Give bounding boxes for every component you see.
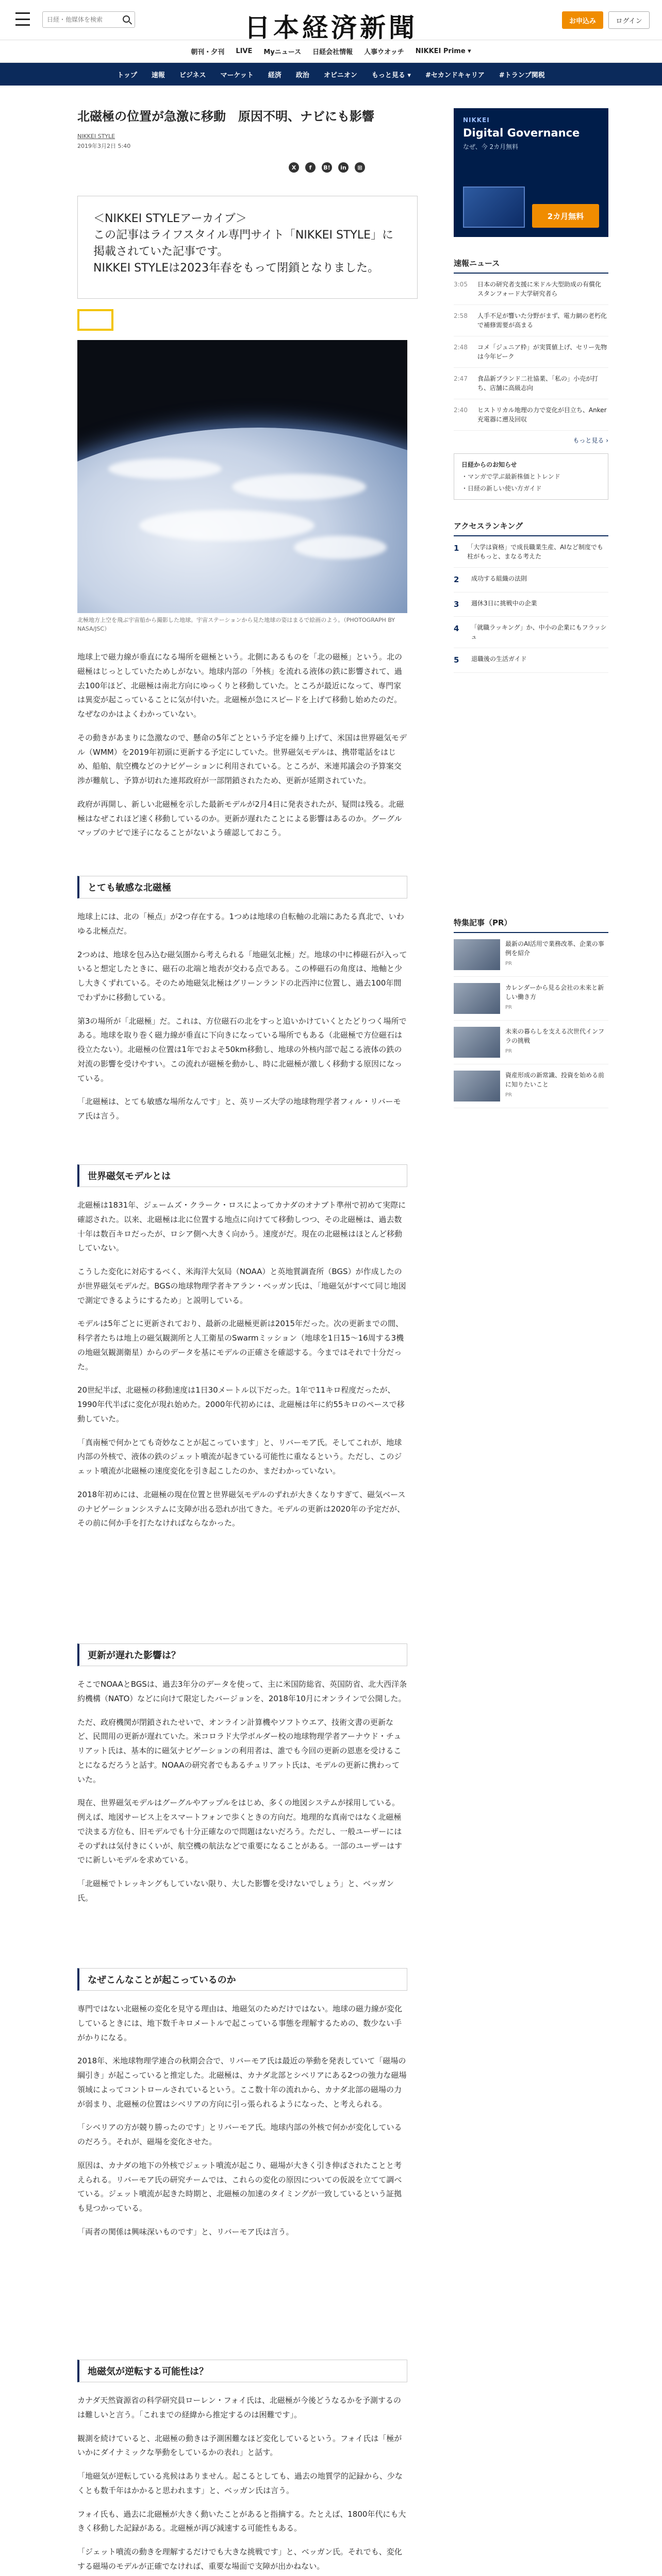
login-button[interactable]: ログイン <box>608 11 650 29</box>
sponsored-panel <box>454 917 608 1108</box>
pr-label: PR <box>505 1005 512 1010</box>
breaking-news-panel <box>454 258 608 445</box>
paragraph: モデルは5年ごとに更新されており、最新の北磁極更新は2015年だった。次の更新までの間、科学者たちは地上の磁気観測所と人工衛星のSwarmミッション（地球を1日15〜16周する3機の地磁気観測衛星）からのデータを基にモデルの正確さを確認する。今まではそれで十分だった。 <box>77 1319 404 1371</box>
cloud-shape <box>232 474 366 500</box>
linkedin-share-icon[interactable]: in <box>338 162 349 173</box>
news-time: 2:48 <box>454 344 468 351</box>
article-body-section <box>77 2002 407 2249</box>
article-photo-earth <box>77 340 407 613</box>
article-body-section <box>77 910 407 1133</box>
rank-number: 5 <box>454 655 459 665</box>
news-time: 2:40 <box>454 406 468 414</box>
mainnav-item[interactable]: マーケット <box>220 71 254 79</box>
paragraph: こうした変化に対応するべく、米海洋大気局（NOAA）と英地質調査所（BGS）が作成したのが世界磁気モデルだ。BGSの地球物理学者キアラン・ベッガン氏は、「地磁気がすべて同じ地図で測定できるようにするため」と説明している。 <box>77 1267 406 1305</box>
news-time: 2:47 <box>454 375 468 382</box>
subscribe-button[interactable]: お申込み <box>562 11 603 29</box>
article-source-link[interactable]: NIKKEI STYLE <box>77 132 115 140</box>
sponsored-thumbnail <box>454 983 500 1014</box>
paragraph: 「地磁気が逆転している兆候はありません。起こるとしても、過去の地質学的記録から、少なくとも数千年はかかると思われます」と、ベッガン氏は言う。 <box>77 2471 403 2495</box>
cloud-shape <box>294 536 387 559</box>
news-time: 2:58 <box>454 312 468 319</box>
ad-subtitle: なぜ、今 2カ月無料 <box>463 143 519 150</box>
paragraph: 専門ではない北磁極の変化を見守る理由は、地磁気のためだけではない。地球の磁力線が変化しているときには、地下数千キロメートルで起こっている事態を理解するための、数少ない手がかりになる。 <box>77 2004 403 2042</box>
archive-notice: ＜NIKKEI STYLEアーカイブ＞ この記事はライフスタイル専門サイト「NIKKEI STYLE」に掲載されていた記事です。 NIKKEI STYLEは2023年春をもって閉鎖となりました。 <box>77 196 418 299</box>
notice-link[interactable]: ・マンガで学ぶ最新株価とトレンド <box>461 472 560 480</box>
subnav-item[interactable]: 朝刊・夕刊 <box>191 48 225 56</box>
article-body-section <box>77 1677 407 1915</box>
sponsored-item[interactable] <box>454 1021 608 1064</box>
paragraph: 「真南極で何かとても奇妙なことが起こっています」と、リバーモア氏。そしてこれが、地球内部の外核で、液体の鉄のジェット噴流が起きている可能性に重なるという。ただし、このジェット噴流が北磁極の速度変化を引き起こしたのか、まだわかっていない。 <box>77 1437 402 1476</box>
article-header <box>77 108 407 150</box>
notice-box <box>454 453 608 500</box>
section-heading: 世界磁気モデルとは <box>77 1164 407 1187</box>
bookmark-icon[interactable]: ⊞ <box>355 162 365 173</box>
mainnav-item[interactable]: #セカンドキャリア <box>425 71 485 79</box>
news-more-link[interactable]: もっと見る › <box>573 437 608 444</box>
ranking-title: アクセスランキング <box>454 520 608 536</box>
paragraph: 観測を続けていると、北磁極の動きは予測困難なほど変化しているという。フォイ氏は「極がいかにダイナミックな挙動をしているかの表れ」と話す。 <box>77 2433 402 2458</box>
ad-title: Digital Governance <box>463 127 580 139</box>
breaking-news-title: 速報ニュース <box>454 258 608 274</box>
paragraph: ただ、政府機関が閉鎖されたせいで、オンライン計算機やソフトウエア、技術文書の更新など、民間用の更新が遅れていた。米コロラド大学ボルダー校の地球物理学者アーナウド・チュリアット氏は、基本的に磁気ナビゲーションの利用者は、誰でも今回の更新の恩恵を受けることになるだろうと話す。NOAAの研究者でもあるチュリアット氏は、モデルの更新に携わっていた。 <box>77 1717 402 1784</box>
rank-number: 4 <box>454 624 459 633</box>
subnav-item[interactable]: LIVE <box>236 47 253 55</box>
ranking-item[interactable] <box>454 568 608 592</box>
subnav-item[interactable]: Myニュース <box>263 48 302 56</box>
section-heading: 地磁気が逆転する可能性は？ <box>77 2360 407 2382</box>
ranking-item[interactable] <box>454 617 608 648</box>
paragraph: 第3の場所が「北磁極」だ。これは、方位磁石の北をすっと追いかけていくとたどりつく場所である。地球を取り巻く磁力線が垂直に下向きになっている場所でもある（北磁極で方位磁石は役立たない）。北磁極の位置は1年でおよそ50km移動し、地球の外核内部で起こる液体の鉄の対流の影響を受けやすい。この流れが磁極を動かし、時に北磁極が激しく移動する原因になっている。 <box>77 1016 407 1083</box>
sponsored-thumbnail <box>454 1027 500 1058</box>
ranking-panel <box>454 520 608 673</box>
main-nav <box>0 63 662 86</box>
paragraph: 2018年初めには、北磁極の現在位置と世界磁気モデルのずれが大きくなりすぎて、磁気ベースのナビゲーションシステムに支障が出る恐れが出てきた。モデルの更新は2020年の予定だが、その前に何か手を打たなければならなかった。 <box>77 1489 406 1528</box>
sponsored-headline: 資産形成の新常識、投資を始める前に知りたいこと <box>505 1072 605 1088</box>
paragraph: カナダ天然資源省の科学研究員ローレン・フォイ氏は、北磁極が今後どうなるかを予測するのは難しいと言う。「これまでの経緯から推定するのは困難です」。 <box>77 2396 401 2419</box>
rank-headline: 週休3日に挑戦中の企業 <box>471 599 537 607</box>
paragraph: 「ジェット噴流の動きを理解するだけでも大きな挑戦です」と、ベッガン氏。それでも、変化する磁場のモデルが正確でなければ、重要な場面で支障が出かねない。 <box>77 2547 402 2571</box>
site-header <box>0 0 662 86</box>
ad-brand: NIKKEI <box>463 116 490 124</box>
rank-number: 3 <box>454 599 459 609</box>
news-item[interactable] <box>454 274 608 305</box>
sponsored-title: 特集記事（PR） <box>454 917 608 933</box>
paragraph: その動きがあまりに急激なので、懸命の5年ごとという予定を繰り上げて、米国は世界磁気モデル（WMM）を2019年初頭に更新する予定にしていた。世界磁気モデルは、携帯電話をはじめ、船舶、航空機などのナビゲーションに利用されている。ところが、米連邦議会の予算案交渉が難航し、予算が切れた連邦政府が一部閉鎖されたため、更新が延期されていた。 <box>77 733 407 785</box>
paragraph: そこでNOAAとBGSは、過去3年分のデータを使って、主に米国防総省、英国防省、北大西洋条約機構（NATO）などに向けて限定したバージョンを、2018年10月にオンラインで公開した。 <box>77 1680 407 1703</box>
news-item[interactable] <box>454 399 608 431</box>
top-bar <box>0 0 662 43</box>
article-body-section <box>77 650 407 850</box>
article-body-section <box>77 1198 407 1540</box>
sponsored-item[interactable] <box>454 977 608 1021</box>
sponsored-headline: 未来の暮らしを支える次世代インフラの挑戦 <box>505 1028 605 1044</box>
news-item[interactable] <box>454 368 608 399</box>
site-logo[interactable]: 日本経済新聞 <box>244 12 418 43</box>
rank-headline: 「就職ラッキング」か、中小の企業にもフラッシュ <box>471 624 607 640</box>
paragraph: フォイ氏も、過去に北磁極が大きく動いたことがあると指摘する。たとえば、1800年代にも大きく移動した記録がある。北磁極が再び減速する可能性もある。 <box>77 2509 406 2533</box>
paragraph: 「北磁極は、とても敏感な場所なんです」と、英リーズ大学の地球物理学者フィル・リバーモア氏は言う。 <box>77 1097 401 1121</box>
hatena-share-icon[interactable]: B! <box>322 162 332 173</box>
paragraph: 「両者の関係は興味深いものです」と、リバーモア氏は言う。 <box>77 2227 294 2236</box>
news-headline: コメ「ジュニア枠」が実質値上げ、セリー先物は今年ピーク <box>477 344 607 360</box>
mainnav-item[interactable]: もっと見る ▾ <box>371 71 411 79</box>
news-item[interactable] <box>454 305 608 336</box>
cloud-shape <box>139 510 315 541</box>
mainnav-item[interactable]: 政治 <box>295 71 309 79</box>
paragraph: 原因は、カナダの地下の外核でジェット噴流が起こり、磁場が大きく引き伸ばされたことと考えられる。リバーモア氏の研究チームでは、これらの変化の原因についての仮説を立てて調べている。ジェット噴流が起きた時期と、北磁極の加速のタイミングが一致しているという証拠も見つかっている。 <box>77 2160 402 2213</box>
subnav-item[interactable]: 日経会社情報 <box>312 48 353 56</box>
rank-headline: 退職後の生活ガイド <box>471 655 527 663</box>
sponsored-headline: カレンダーから見る会社の未来と新しい働き方 <box>505 984 604 1001</box>
ad-device-image <box>463 187 525 228</box>
sidebar-ad[interactable] <box>454 108 608 237</box>
news-item[interactable] <box>454 336 608 368</box>
national-geographic-logo <box>77 309 113 331</box>
facebook-share-icon[interactable]: f <box>305 162 316 173</box>
pr-label: PR <box>505 1092 512 1098</box>
paragraph: 現在、世界磁気モデルはグーグルやアップルをはじめ、多くの地図システムが採用している。例えば、地図サービス上をスマートフォンで歩くときの方向だ。地理的な真南ではなく北磁極で決まる方位も、旧モデルでも十分正確なので問題はないだろう。ただし、一般ユーザーにはそのずれは気付きにくいが、航空機の航法などで重要になることがある。一部のユーザーはすでに新しいモデルを求めている。 <box>77 1798 403 1865</box>
ranking-item[interactable] <box>454 592 608 617</box>
ad-offer-badge: 2カ月無料 <box>532 204 599 228</box>
mainnav-item[interactable]: ビジネス <box>179 71 206 79</box>
mainnav-item[interactable]: #トランプ関税 <box>499 71 545 79</box>
section-heading: とても敏感な北磁極 <box>77 876 407 899</box>
news-headline: 日本の研究者支援に米ドル大型助成の有償化 スタンフォード大学研究者ら <box>477 281 608 297</box>
paragraph: 地球上で磁力線が垂直になる場所を磁極という。北側にあるものを「北の磁極」という。北の磁極はじっとしていたためしがない。地球内部の「外核」を流れる液体の鉄に影響されて、過去100年ほど、北磁極は南北方向にゆっくりと移動していた。ところが最近になって、専門家は異変が起こっていることに気が付いた。北磁極が急にスピードを上げて移動し始めたのだ。なぜなのかはよくわかっていない。 <box>77 652 403 719</box>
pr-label: PR <box>505 1048 512 1054</box>
x-share-icon[interactable]: X <box>289 162 299 173</box>
paragraph: 政府が再開し、新しい北磁極を示した最新モデルが2月4日に発表されたが、疑問は残る。北磁極はなぜこれほど速く移動しているのか。更新が遅れたことによる影響はあるのか。グーグルマップのナビで迷子になることがないよう確認しておこう。 <box>77 799 404 838</box>
subnav-item[interactable]: 人事ウオッチ <box>364 48 404 56</box>
ranking-item[interactable] <box>454 536 608 568</box>
section-heading: なぜこんなことが起こっているのか <box>77 1968 407 1991</box>
notice-link[interactable]: ・日経の新しい使い方ガイド <box>461 484 542 492</box>
share-buttons <box>289 162 365 173</box>
paragraph: 2018年、米地球物理学連合の秋期会合で、リバーモア氏は最近の挙動を発表していて「磁場の綱引き」が起こっていると推定した。北磁極は、カナダ北部とシベリアにある2つの強力な磁場領域によってコントロールされているという。ここ数十年の流れから、カナダ北部の磁場の力が弱まり、北磁極の位置はシベリアの方向に引っ張られるようになった、と考えられる。 <box>77 2056 407 2109</box>
news-headline: ヒストリカル地理の力で変化が目立ち、Anker充電器に遡及回収 <box>477 406 607 423</box>
mainnav-item[interactable]: 経済 <box>268 71 282 79</box>
article-body-section <box>77 2394 407 2576</box>
sponsored-thumbnail <box>454 1071 500 1101</box>
mainnav-item[interactable]: 速報 <box>151 71 165 79</box>
news-headline: 人手不足が響いた分野がまず、電力網の老朽化で補修需要が高まる <box>477 312 607 329</box>
paragraph: 北磁極は1831年、ジェームズ・クラーク・ロスによってカナダのオナブト準州で初めて実際に確認された。以来、北磁極は北に位置する地点に向けてて移動しつつ、その北磁極は、過去数十年は数百キロだったが、ロシア側へ大きく向かう。速度がだ。現在の北磁極はほとんど移動していない。 <box>77 1200 406 1253</box>
paragraph: 「シベリアの方が競り勝ったのです」とリバーモア氏。地球内部の外核で何かが変化しているのだろう。それが、磁場を変化させた。 <box>77 2123 402 2146</box>
sponsored-item[interactable] <box>454 1064 608 1108</box>
mainnav-item[interactable]: トップ <box>117 71 137 79</box>
cloud-shape <box>108 459 222 479</box>
pr-label: PR <box>505 961 512 967</box>
rank-headline: 成功する組織の法則 <box>471 575 527 582</box>
rank-number: 2 <box>454 575 459 584</box>
article-date: 2019年3月2日 5:40 <box>77 142 131 149</box>
paragraph: 地球上には、北の「極点」が2つ存在する。1つめは地球の自転軸の北端にあたる真北で、いわゆる北極点だ。 <box>77 912 404 936</box>
news-headline: 食品新ブランド二社協業、「私の」小売が打ち、店舗に高級志向 <box>477 375 599 392</box>
news-time: 3:05 <box>454 281 468 288</box>
sponsored-item[interactable] <box>454 933 608 977</box>
ranking-item[interactable] <box>454 648 608 673</box>
section-heading: 更新が遅れた影響は？ <box>77 1643 407 1666</box>
paragraph: 2つめは、地球を包み込む磁気圏から考えられる「地磁気北極」だ。地球の中に棒磁石が入っていると想定したときに、磁石の北端と地表が交わる点である。この棒磁石の角度は、地軸と少し大きくずれている。そのため地磁気北極はグリーンランドの北西沖に位置し、過去100年間でわずかに移動している。 <box>77 950 407 1002</box>
paragraph: 20世紀半ば、北磁極の移動速度は1日30メートル以下だった。1年で11キロ程度だったが、1990年代半ばに変化が現れ始めた。2000年代初めには、北磁極は年に約55キロのペースで移動していた。 <box>77 1385 405 1423</box>
subnav-item[interactable]: NIKKEI Prime ▾ <box>415 47 471 55</box>
sponsored-headline: 最新のAI活用で業務改革、企業の事例を紹介 <box>505 940 604 957</box>
rank-number: 1 <box>454 544 459 553</box>
sponsored-thumbnail <box>454 939 500 970</box>
article-title: 北磁極の位置が急激に移動 原因不明、ナビにも影響 <box>77 109 374 124</box>
rank-headline: 「大学は資格」で成長職業生産、AIなど制度でも柱がもっと、まなる考えた <box>467 544 603 560</box>
notice-title: 日経からのお知らせ <box>461 461 517 468</box>
mainnav-item[interactable]: オピニオン <box>323 71 357 79</box>
photo-caption: 北極地方上空を飛ぶ宇宙船から撮影した地球。宇宙ステーションから見た地球の姿はまるで絵画のよう。（PHOTOGRAPH BY NASA/JSC） <box>77 617 395 632</box>
paragraph: 「北磁極でトレッキングもしていない限り、大した影響を受けないでしょう」と、ベッガン氏。 <box>77 1879 394 1903</box>
